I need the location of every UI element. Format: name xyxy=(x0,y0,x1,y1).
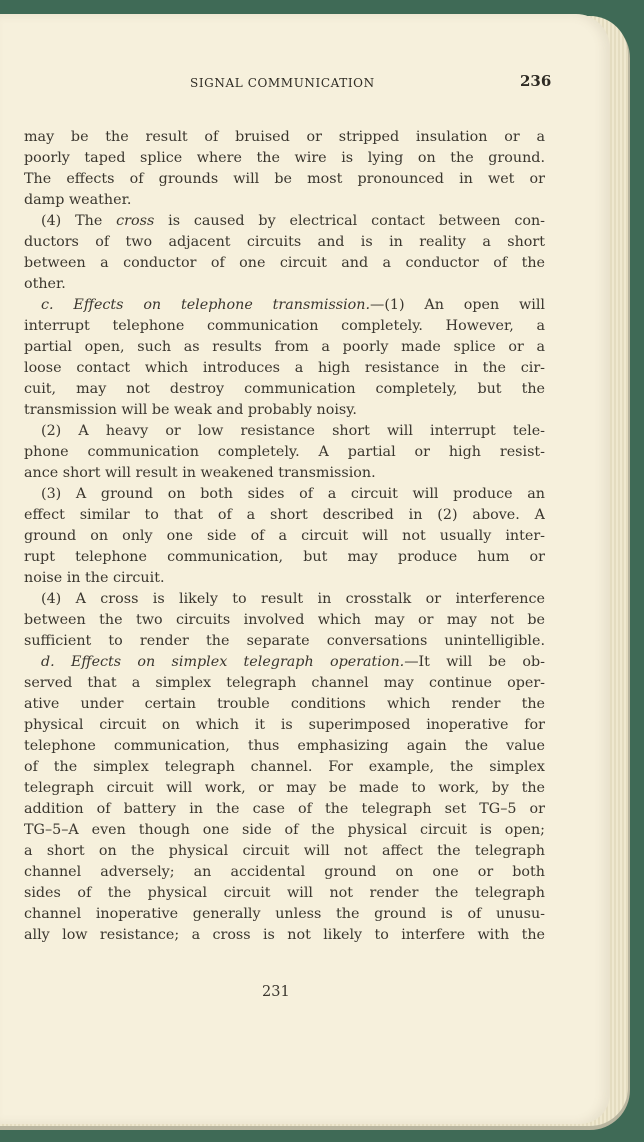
line-text: may be the result of bruised or stripped insulation or a xyxy=(24,129,545,145)
text-line xyxy=(24,295,545,316)
text-line xyxy=(24,526,545,547)
line-text: effect similar to that of a short described in (2) above. A xyxy=(24,507,545,523)
text-line xyxy=(24,379,545,400)
text-line xyxy=(24,778,545,799)
header-page-number: 236 xyxy=(520,72,552,90)
text-line xyxy=(24,862,545,883)
text-line xyxy=(24,568,545,589)
line-text: TG–5–A even though one side of the physical circuit is open; xyxy=(24,822,545,838)
line-text: sides of the physical circuit will not render the telegraph xyxy=(24,885,545,901)
text-line xyxy=(24,127,545,148)
line-text: —It will be ob- xyxy=(404,654,545,670)
text-line xyxy=(24,652,545,673)
text-line xyxy=(24,883,545,904)
line-text: is caused by electrical contact between con- xyxy=(154,213,545,229)
text-line xyxy=(24,694,545,715)
italic-phrase: d. Effects on simplex telegraph operation. xyxy=(41,654,405,670)
line-text: loose contact which introduces a high resistance in the cir- xyxy=(24,360,545,376)
text-line xyxy=(24,274,545,295)
line-text: telephone communication, thus emphasizing again the value xyxy=(24,738,545,754)
line-text: The effects of grounds will be most pronounced in wet or xyxy=(24,171,545,187)
text-line xyxy=(24,505,545,526)
line-text: ance short will result in weakened transmission. xyxy=(24,465,376,481)
line-text: ative under certain trouble conditions which render the xyxy=(24,696,545,712)
italic-phrase: cross xyxy=(116,213,155,229)
text-line xyxy=(24,799,545,820)
line-text: between the two circuits involved which may or may not be xyxy=(24,612,545,628)
line-text: (4) The xyxy=(41,213,117,229)
line-text: (3) A ground on both sides of a circuit will produce an xyxy=(41,486,545,502)
line-text: channel adversely; an accidental ground on one or both xyxy=(24,864,545,880)
line-text: —(1) An open will xyxy=(370,297,545,313)
text-line xyxy=(24,904,545,925)
line-text: ally low resistance; a cross is not likely to interfere with the xyxy=(24,927,545,943)
line-text: telegraph circuit will work, or may be made to work, by the xyxy=(24,780,545,796)
line-text: other. xyxy=(24,276,66,292)
text-line xyxy=(24,757,545,778)
text-line xyxy=(24,484,545,505)
text-line xyxy=(24,358,545,379)
line-text: ground on only one side of a circuit will not usually inter- xyxy=(24,528,545,544)
text-line xyxy=(24,148,545,169)
line-text: served that a simplex telegraph channel may continue oper- xyxy=(24,675,545,691)
text-line xyxy=(24,253,545,274)
running-title: SIGNAL COMMUNICATION xyxy=(190,76,375,90)
text-line xyxy=(24,337,545,358)
text-line xyxy=(24,211,545,232)
text-line xyxy=(24,190,545,211)
line-text: addition of battery in the case of the telegraph set TG–5 or xyxy=(24,801,545,817)
body-text xyxy=(24,127,545,946)
text-line xyxy=(24,589,545,610)
line-text: sufficient to render the separate conversations unintelligible. xyxy=(24,633,545,649)
line-text: interrupt telephone communication completely. However, a xyxy=(24,318,545,334)
footer-page-number: 231 xyxy=(262,984,290,1000)
text-line xyxy=(24,463,545,484)
line-text: physical circuit on which it is superimposed inoperative for xyxy=(24,717,545,733)
line-text: ductors of two adjacent circuits and is in reality a short xyxy=(24,234,545,250)
book-page xyxy=(0,14,610,1124)
line-text: noise in the circuit. xyxy=(24,570,165,586)
line-text: channel inoperative generally unless the ground is of unusu- xyxy=(24,906,545,922)
line-text: transmission will be weak and probably noisy. xyxy=(24,402,357,418)
text-line xyxy=(24,925,545,946)
italic-phrase: c. Effects on telephone transmission. xyxy=(41,297,371,313)
text-line xyxy=(24,400,545,421)
line-text: partial open, such as results from a poorly made splice or a xyxy=(24,339,545,355)
text-line xyxy=(24,421,545,442)
line-text: between a conductor of one circuit and a conductor of the xyxy=(24,255,545,271)
line-text: phone communication completely. A partial or high resist- xyxy=(24,444,545,460)
text-line xyxy=(24,442,545,463)
text-line xyxy=(24,547,545,568)
line-text: of the simplex telegraph channel. For example, the simplex xyxy=(24,759,545,775)
line-text: (4) A cross is likely to result in crosstalk or interference xyxy=(41,591,545,607)
text-line xyxy=(24,841,545,862)
line-text: (2) A heavy or low resistance short will interrupt tele- xyxy=(41,423,545,439)
text-line xyxy=(24,316,545,337)
line-text: poorly taped splice where the wire is lying on the ground. xyxy=(24,150,545,166)
line-text: damp weather. xyxy=(24,192,132,208)
text-line xyxy=(24,631,545,652)
text-line xyxy=(24,736,545,757)
text-line xyxy=(24,820,545,841)
page-header xyxy=(0,72,610,96)
text-line xyxy=(24,169,545,190)
text-line xyxy=(24,610,545,631)
line-text: rupt telephone communication, but may produce hum or xyxy=(24,549,545,565)
text-line xyxy=(24,673,545,694)
text-line xyxy=(24,232,545,253)
line-text: cuit, may not destroy communication completely, but the xyxy=(24,381,545,397)
line-text: a short on the physical circuit will not affect the telegraph xyxy=(24,843,545,859)
text-line xyxy=(24,715,545,736)
